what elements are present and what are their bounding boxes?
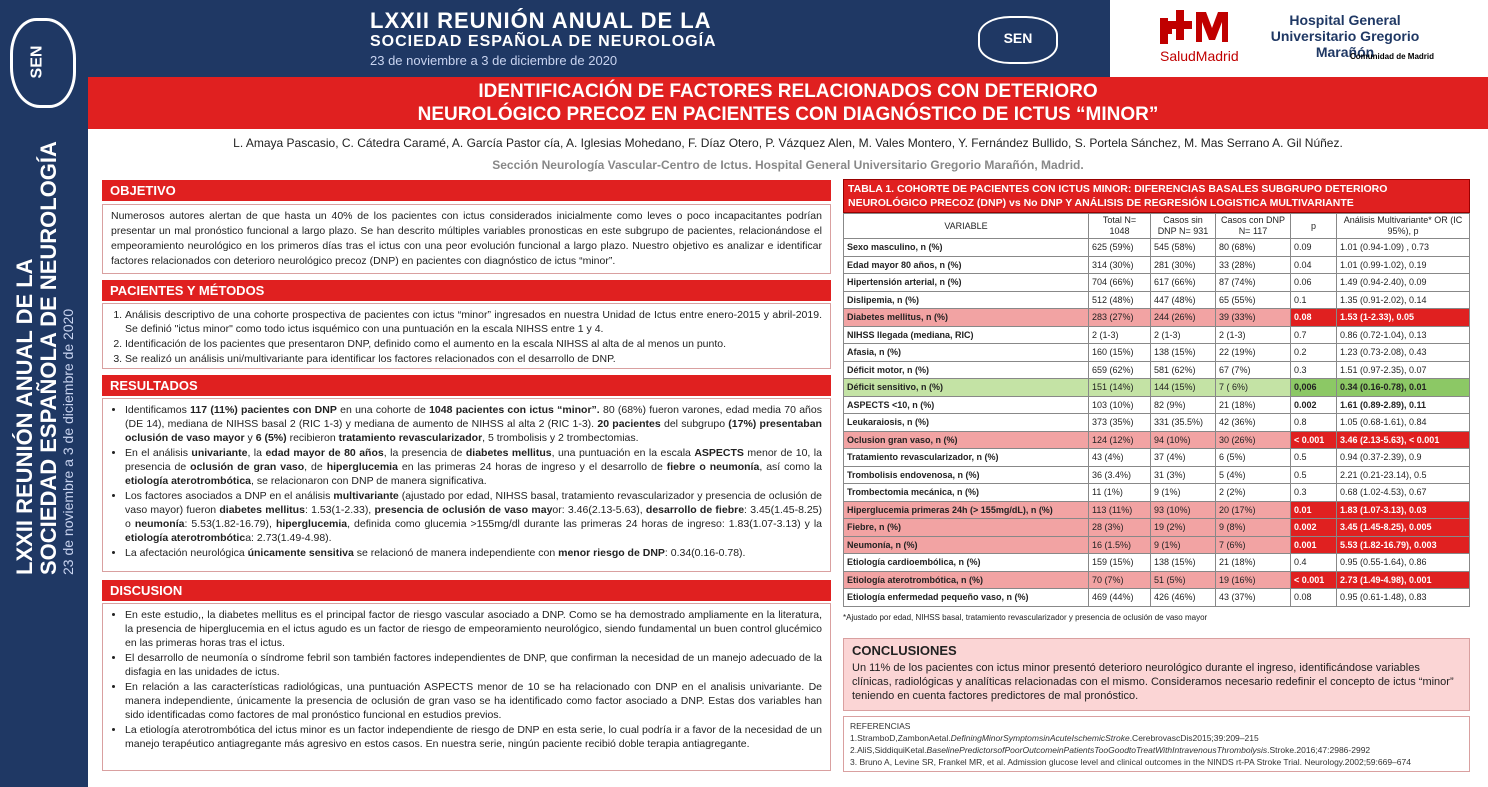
table-cell: 1.51 (0.97-2.35), 0.07 xyxy=(1337,361,1470,379)
table-header-cell: Casos con DNP N= 117 xyxy=(1216,214,1291,239)
table-cell: 87 (74%) xyxy=(1216,274,1291,292)
table-cell: 0.4 xyxy=(1291,554,1337,572)
table-variable-cell: Hiperglucemia primeras 24h (> 155mg/dL), n (%) xyxy=(844,501,1089,519)
table-variable-cell: Dislipemia, n (%) xyxy=(844,291,1089,309)
table-cell: 28 (3%) xyxy=(1089,519,1151,537)
table-cell: 625 (59%) xyxy=(1089,239,1151,257)
table-variable-cell: ASPECTS <10, n (%) xyxy=(844,396,1089,414)
table-cell: 5.53 (1.82-16.79), 0.003 xyxy=(1337,536,1470,554)
table-cell: 0.95 (0.61-1.48), 0.83 xyxy=(1337,589,1470,607)
affiliation: Sección Neurología Vascular-Centro de Ictus. Hospital General Universitario Gregorio Marañón, Madrid. xyxy=(492,158,1084,172)
sen-brain-logo xyxy=(10,18,76,108)
table-header-cell: p xyxy=(1291,214,1337,239)
table-cell: 11 (1%) xyxy=(1089,484,1151,502)
table-cell: 1.53 (1-2.33), 0.05 xyxy=(1337,309,1470,327)
table-cell: 1.83 (1.07-3.13), 0.03 xyxy=(1337,501,1470,519)
table-cell: 659 (62%) xyxy=(1089,361,1151,379)
table-cell: 0.06 xyxy=(1291,274,1337,292)
table-variable-cell: Trombectomia mecánica, n (%) xyxy=(844,484,1089,502)
objetivo-heading: OBJETIVO xyxy=(102,180,831,201)
table-cell: 159 (15%) xyxy=(1089,554,1151,572)
reference-item: 3. Bruno A, Levine SR, Frankel MR, et al. Admission glucose level and clinical outcomes in the NINDS rt-PA Stroke Trial. Neurology.2002;59:669–674 xyxy=(850,757,1411,767)
table-variable-cell: Diabetes mellitus, n (%) xyxy=(844,309,1089,327)
table-cell: 16 (1.5%) xyxy=(1089,536,1151,554)
table-variable-cell: Trombolisis endovenosa, n (%) xyxy=(844,466,1089,484)
table-cell: 0.001 xyxy=(1291,536,1337,554)
poster-title-line2: NEUROLÓGICO PRECOZ EN PACIENTES CON DIAGNÓSTICO DE ICTUS “MINOR” xyxy=(417,104,1159,125)
discusion-list xyxy=(111,608,822,751)
table-cell: 6 (5%) xyxy=(1216,449,1291,467)
authors: L. Amaya Pascasio, C. Cátedra Caramé, A. García Pastor cía, A. Iglesias Mohedano, F. Díaz Otero, P. Vázquez Alen, M. Vales Montero, Y. Fernández Bullido, S. Portela Sánchez, M. Mas Serrano A. Gil Núñez. xyxy=(233,136,1343,150)
table-cell: 2.73 (1.49-4.98), 0.001 xyxy=(1337,571,1470,589)
table-cell: 0.94 (0.37-2.39), 0.9 xyxy=(1337,449,1470,467)
table-cell: 373 (35%) xyxy=(1089,414,1151,432)
table-cell: 9 (1%) xyxy=(1151,536,1216,554)
table-cell: 0.01 xyxy=(1291,501,1337,519)
resultados-item: • La afectación neurológica únicamente sensitiva se relacionó de manera independiente con menor riesgo de DNP: 0.34(0.16-0.78). xyxy=(125,546,822,560)
hospital-logo-area xyxy=(1110,0,1488,77)
table-cell: 2 (1-3) xyxy=(1151,326,1216,344)
table-body xyxy=(844,239,1470,607)
table-cell: 9 (1%) xyxy=(1151,484,1216,502)
table-variable-cell: Etiología aterotrombótica, n (%) xyxy=(844,571,1089,589)
table-cell: 704 (66%) xyxy=(1089,274,1151,292)
table-cell: 94 (10%) xyxy=(1151,431,1216,449)
table-variable-cell: NIHSS llegada (mediana, RIC) xyxy=(844,326,1089,344)
table-row xyxy=(844,466,1470,484)
table-cell: 314 (30%) xyxy=(1089,256,1151,274)
table-row xyxy=(844,501,1470,519)
table-cell: 42 (36%) xyxy=(1216,414,1291,432)
vertical-title-line1: LXXII REUNIÓN ANUAL DE LA xyxy=(12,258,37,575)
table-row xyxy=(844,396,1470,414)
table-row xyxy=(844,589,1470,607)
table-cell: 7 ( 6%) xyxy=(1216,379,1291,397)
table-cell: 1.05 (0.68-1.61), 0.84 xyxy=(1337,414,1470,432)
table-cell: 0.002 xyxy=(1291,396,1337,414)
table-header-cell: Casos sin DNP N= 931 xyxy=(1151,214,1216,239)
table-row xyxy=(844,379,1470,397)
table-row xyxy=(844,239,1470,257)
table-cell: 36 (3.4%) xyxy=(1089,466,1151,484)
table-cell: 124 (12%) xyxy=(1089,431,1151,449)
table-cell: 0.34 (0.16-0.78), 0.01 xyxy=(1337,379,1470,397)
table-cell: 0.5 xyxy=(1291,466,1337,484)
referencias-box xyxy=(843,716,1470,772)
table-row xyxy=(844,484,1470,502)
poster-title-line1: IDENTIFICACIÓN DE FACTORES RELACIONADOS CON DETERIORO xyxy=(478,81,1098,102)
table-row xyxy=(844,274,1470,292)
table-cell: 512 (48%) xyxy=(1089,291,1151,309)
table-cell: 244 (26%) xyxy=(1151,309,1216,327)
table-variable-cell: Tratamiento revascularizador, n (%) xyxy=(844,449,1089,467)
left-banner xyxy=(0,0,88,787)
table-variable-cell: Neumonía, n (%) xyxy=(844,536,1089,554)
reference-item: 1.StramboD,ZambonAetal.DefiningMinorSymptomsinAcuteIschemicStroke.CerebrovascDis2015;39:209–215 xyxy=(850,733,1259,743)
table-variable-cell: Déficit sensitivo, n (%) xyxy=(844,379,1089,397)
results-table xyxy=(843,213,1470,607)
table-row xyxy=(844,519,1470,537)
table-cell: 0.08 xyxy=(1291,589,1337,607)
reference-item: 2.AliS,SiddiquiKetal.BaselinePredictorsofPoorOutcomeinPatientsTooGoodtoTreatWithIntravenousThrombolysis.Stroke.2016;47:2986-2992 xyxy=(850,745,1371,755)
table-cell: 2 (1-3) xyxy=(1089,326,1151,344)
table-cell: 1.01 (0.94-1.09) , 0.73 xyxy=(1337,239,1470,257)
table-caption: TABLA 1. COHORTE DE PACIENTES CON ICTUS MINOR: DIFERENCIAS BASALES SUBGRUPO DETERIORO NEUROLÓGICO PRECOZ (DNP) vs No DNP Y ANÁLISIS DE REGRESIÓN LOGISTICA MULTIVARIANTE xyxy=(843,179,1470,213)
table-cell: 1.23 (0.73-2.08), 0.43 xyxy=(1337,344,1470,362)
discusion-item: • En relación a las características radiológicas, una puntuación ASPECTS menor de 10 se ha relacionado con DNP en el analisis univariante. De manera independiente, únicamente la presencia de oclusión de gran vaso se ha identificado como factor asociado a DNP. Estas dos variables han sido identificadas como factores de mal pronóstico funcional en estudios previos. xyxy=(125,680,822,722)
table-cell: 2.21 (0.21-23.14), 0.5 xyxy=(1337,466,1470,484)
table-row xyxy=(844,256,1470,274)
table-cell: 0.3 xyxy=(1291,361,1337,379)
table-cell: 1.49 (0.94-2.40), 0.09 xyxy=(1337,274,1470,292)
table-cell: 160 (15%) xyxy=(1089,344,1151,362)
table-footnote: *Ajustado por edad, NIHSS basal, tratamiento revascularizador y presencia de oclusión de vaso mayor xyxy=(843,612,1208,622)
table-row xyxy=(844,309,1470,327)
hospital-name: Hospital General Universitario Gregorio Marañón xyxy=(1270,12,1420,60)
metodos-item: 2. Identificación de los pacientes que presentaron DNP, definido como el aumento en la escala NIHSS al alta de al menos un punto. xyxy=(125,337,822,351)
conclusiones-box xyxy=(843,638,1470,711)
table-cell: < 0.001 xyxy=(1291,431,1337,449)
table-row xyxy=(844,571,1470,589)
table-cell: 0.2 xyxy=(1291,344,1337,362)
table-cell: 0.68 (1.02-4.53), 0.67 xyxy=(1337,484,1470,502)
discusion-item: • En este estudio,, la diabetes mellitus es el principal factor de riesgo vascular asociado a DNP. Como se ha demostrado ampliamente en la literatura, la presencia de hiperglucemia en el ictus agudo es un factor de riesgo de empeoramiento neurológico, siendo fundamental un buen control glucémico en las primeras horas tras el ictus. xyxy=(125,608,822,650)
table-cell: 0.86 (0.72-1.04), 0.13 xyxy=(1337,326,1470,344)
table-cell: 33 (28%) xyxy=(1216,256,1291,274)
table-cell: 426 (46%) xyxy=(1151,589,1216,607)
discusion-body xyxy=(102,603,831,771)
table-cell: 0.3 xyxy=(1291,484,1337,502)
table-cell: 43 (4%) xyxy=(1089,449,1151,467)
table-cell: 0.1 xyxy=(1291,291,1337,309)
metodos-heading: PACIENTES Y MÉTODOS xyxy=(102,280,831,301)
table-cell: 281 (30%) xyxy=(1151,256,1216,274)
table-cell: 0.04 xyxy=(1291,256,1337,274)
congress-title-line2: SOCIEDAD ESPAÑOLA DE NEUROLOGÍA xyxy=(370,33,717,50)
metodos-item: 1. Análisis descriptivo de una cohorte prospectiva de pacientes con ictus “minor” ingresados en nuestra Unidad de Ictus entre enero-2015 y abril-2019. Se definió "ictus minor" como todo ictus isquémico con una puntuación en la escala NIHSS entre 1 y 4. xyxy=(125,308,822,336)
table-row xyxy=(844,554,1470,572)
table-row xyxy=(844,431,1470,449)
table-cell: 19 (2%) xyxy=(1151,519,1216,537)
table-cell: 331 (35.5%) xyxy=(1151,414,1216,432)
table-row xyxy=(844,326,1470,344)
metodos-body xyxy=(102,303,831,369)
congress-dates: 23 de noviembre a 3 de diciembre de 2020 xyxy=(370,53,618,68)
table-cell: 67 (7%) xyxy=(1216,361,1291,379)
conclusiones-text: Un 11% de los pacientes con ictus minor presentó deterioro neurológico durante el ingreso, identificándose variables clínicas, radiológicas y analíticas relacionadas con el mismo. Consideramos necesario redefinir el concepto de ictus “minor” teniendo en cuenta factores predictores de mal pronóstico. xyxy=(852,662,1454,702)
table-cell: 144 (15%) xyxy=(1151,379,1216,397)
table-cell: 1.01 (0.99-1.02), 0.19 xyxy=(1337,256,1470,274)
table-cell: 283 (27%) xyxy=(1089,309,1151,327)
table-variable-cell: Etiología cardioembólica, n (%) xyxy=(844,554,1089,572)
resultados-item: • En el análisis univariante, la edad mayor de 80 años, la presencia de diabetes mellitus, una puntuación en la escala ASPECTS menor de 10, la presencia de oclusión de gran vaso, de hiperglucemia en las primeras 24 horas de ingreso y el desarrollo de fiebre o neumonía, así como la etiología aterotrombótica, se relacionaron con DNP de manera significativa. xyxy=(125,446,822,488)
table-cell: 138 (15%) xyxy=(1151,554,1216,572)
table-cell: 138 (15%) xyxy=(1151,344,1216,362)
table-row xyxy=(844,414,1470,432)
table-cell: 3.45 (1.45-8.25), 0.005 xyxy=(1337,519,1470,537)
table-variable-cell: Hipertensión arterial, n (%) xyxy=(844,274,1089,292)
table-cell: 7 (6%) xyxy=(1216,536,1291,554)
table-cell: 5 (4%) xyxy=(1216,466,1291,484)
table-cell: 0.8 xyxy=(1291,414,1337,432)
metodos-list xyxy=(111,308,822,366)
salud-madrid-logo-icon xyxy=(1160,8,1230,44)
conclusiones-heading: CONCLUSIONES xyxy=(852,643,957,658)
table-cell: 2 (2%) xyxy=(1216,484,1291,502)
table-header-cell: Total N= 1048 xyxy=(1089,214,1151,239)
resultados-body xyxy=(102,398,831,572)
discusion-item: • El desarrollo de neumonía o síndrome febril son también factores independientes de DNP, que confirman la necesidad de un manejo adecuado de la disfagia en las unidades de ictus. xyxy=(125,651,822,679)
table-header-cell: Análisis Multivariante* OR (IC 95%), p xyxy=(1337,214,1470,239)
table-cell: 2 (1-3) xyxy=(1216,326,1291,344)
table-cell: 20 (17%) xyxy=(1216,501,1291,519)
table-header-row xyxy=(844,214,1470,239)
table-cell: 37 (4%) xyxy=(1151,449,1216,467)
results-table-block xyxy=(843,179,1470,622)
table-cell: 93 (10%) xyxy=(1151,501,1216,519)
referencias-heading: REFERENCIAS xyxy=(850,721,911,731)
sen-logo: SEN xyxy=(978,16,1058,64)
table-cell: 30 (26%) xyxy=(1216,431,1291,449)
comunidad-madrid-logo: Comunidad de Madrid xyxy=(1350,52,1434,61)
vertical-title-line2: SOCIEDAD ESPAÑOLA DE NEUROLOGÍA xyxy=(36,141,61,575)
header-band xyxy=(88,0,1110,77)
table-row xyxy=(844,344,1470,362)
table-variable-cell: Leukaraiosis, n (%) xyxy=(844,414,1089,432)
resultados-list xyxy=(111,403,822,560)
table-cell: < 0.001 xyxy=(1291,571,1337,589)
table-row xyxy=(844,449,1470,467)
table-cell: 545 (58%) xyxy=(1151,239,1216,257)
table-cell: 39 (33%) xyxy=(1216,309,1291,327)
sen-logo-text: SEN xyxy=(28,45,46,79)
table-cell: 31 (3%) xyxy=(1151,466,1216,484)
table-cell: 581 (62%) xyxy=(1151,361,1216,379)
table-row xyxy=(844,291,1470,309)
table-cell: 469 (44%) xyxy=(1089,589,1151,607)
table-row xyxy=(844,536,1470,554)
congress-title-line1: LXXII REUNIÓN ANUAL DE LA xyxy=(370,8,712,33)
table-cell: 0.95 (0.55-1.64), 0.86 xyxy=(1337,554,1470,572)
table-cell: 103 (10%) xyxy=(1089,396,1151,414)
table-cell: 51 (5%) xyxy=(1151,571,1216,589)
table-cell: 19 (16%) xyxy=(1216,571,1291,589)
table-cell: 113 (11%) xyxy=(1089,501,1151,519)
table-variable-cell: Afasia, n (%) xyxy=(844,344,1089,362)
table-cell: 0.09 xyxy=(1291,239,1337,257)
table-cell: 0.7 xyxy=(1291,326,1337,344)
resultados-heading: RESULTADOS xyxy=(102,375,831,396)
vertical-dates: 23 de noviembre a 3 de diciembre de 2020 xyxy=(60,308,76,575)
resultados-item: • Los factores asociados a DNP en el análisis multivariante (ajustado por edad, NIHSS basal, tratamiento revascularizador y presencia de oclusión de vaso mayor) fueron diabetes mellitus: 1.53(1-2.33), presencia de oclusión de vaso mayor: 3.46(2.13-5.63), desarrollo de fiebre: 3.45(1.45-8.25) o neumonía: 5.53(1.82-16.79), hiperglucemia, definida como glucemia >155mg/dl durante las primeras 24 horas de ingreso: 1.83(1.07-3.13) y la etiología aterotrombótica: 2.73(1.49-4.98). xyxy=(125,489,822,545)
table-cell: 617 (66%) xyxy=(1151,274,1216,292)
table-cell: 0.002 xyxy=(1291,519,1337,537)
table-cell: 9 (8%) xyxy=(1216,519,1291,537)
table-header-cell: VARIABLE xyxy=(844,214,1089,239)
table-row xyxy=(844,361,1470,379)
table-cell: 151 (14%) xyxy=(1089,379,1151,397)
table-variable-cell: Sexo masculino, n (%) xyxy=(844,239,1089,257)
table-cell: 1.35 (0.91-2.02), 0.14 xyxy=(1337,291,1470,309)
table-cell: 65 (55%) xyxy=(1216,291,1291,309)
discusion-heading: DISCUSION xyxy=(102,580,831,601)
resultados-item: • Identificamos 117 (11%) pacientes con DNP en una cohorte de 1048 pacientes con ictus “minor”. 80 (68%) fueron varones, edad media 70 años (DE 14), mediana de NIHSS basal 2 (RIC 1-3) y mediana de aumento de NIHSS al alta 2 (RIC 1-3). 20 pacientes del subgrupo (17%) presentaban oclusión de vaso mayor y 6 (5%) recibieron tratamiento revascularizador, 5 trombolisis y 2 trombectomias. xyxy=(125,403,822,445)
table-cell: 3.46 (2.13-5.63), < 0.001 xyxy=(1337,431,1470,449)
poster-title xyxy=(88,77,1488,129)
salud-madrid-text: SaludMadrid xyxy=(1160,48,1239,64)
table-cell: 0.5 xyxy=(1291,449,1337,467)
table-cell: 22 (19%) xyxy=(1216,344,1291,362)
table-variable-cell: Fiebre, n (%) xyxy=(844,519,1089,537)
table-cell: 447 (48%) xyxy=(1151,291,1216,309)
objetivo-text: Numerosos autores alertan de que hasta un 40% de los pacientes con ictus considerados inicialmente como leves o poco incapacitantes podrían presentar un mal pronóstico funcional a largo plazo. Se han descrito múltiples variables pronosticas en este subgrupo de pacientes, relacionándose el empeoramiento neurológico en los primeros días tras el ictus con una peor evolución funcional a largo plazo. Nuestro objetivo es analizar e identificar factores relacionados con deterioro neurológico precoz (DNP) en pacientes con diagnóstico de ictus “minor”. xyxy=(102,204,831,274)
table-cell: 1.61 (0.89-2.89), 0.11 xyxy=(1337,396,1470,414)
table-cell: 70 (7%) xyxy=(1089,571,1151,589)
table-variable-cell: Oclusion gran vaso, n (%) xyxy=(844,431,1089,449)
table-cell: 0,006 xyxy=(1291,379,1337,397)
table-cell: 43 (37%) xyxy=(1216,589,1291,607)
table-cell: 0.08 xyxy=(1291,309,1337,327)
table-variable-cell: Edad mayor 80 años, n (%) xyxy=(844,256,1089,274)
table-cell: 80 (68%) xyxy=(1216,239,1291,257)
table-cell: 82 (9%) xyxy=(1151,396,1216,414)
table-cell: 21 (18%) xyxy=(1216,554,1291,572)
table-variable-cell: Etiología enfermedad pequeño vaso, n (%) xyxy=(844,589,1089,607)
table-cell: 21 (18%) xyxy=(1216,396,1291,414)
discusion-item: • La etiología aterotrombótica del ictus minor es un factor independiente de riesgo de DNP en esta serie, lo cual podría ir a favor de la necesidad de un manejo terapéutico antiagregante más agresivo en estos casos. En nuestra serie, ningún paciente recibió doble terapia antiagregante. xyxy=(125,723,822,751)
metodos-item: 3. Se realizó un análisis uni/multivariante para identificar los factores relacionados con el desarrollo de DNP. xyxy=(125,352,822,366)
table-variable-cell: Déficit motor, n (%) xyxy=(844,361,1089,379)
